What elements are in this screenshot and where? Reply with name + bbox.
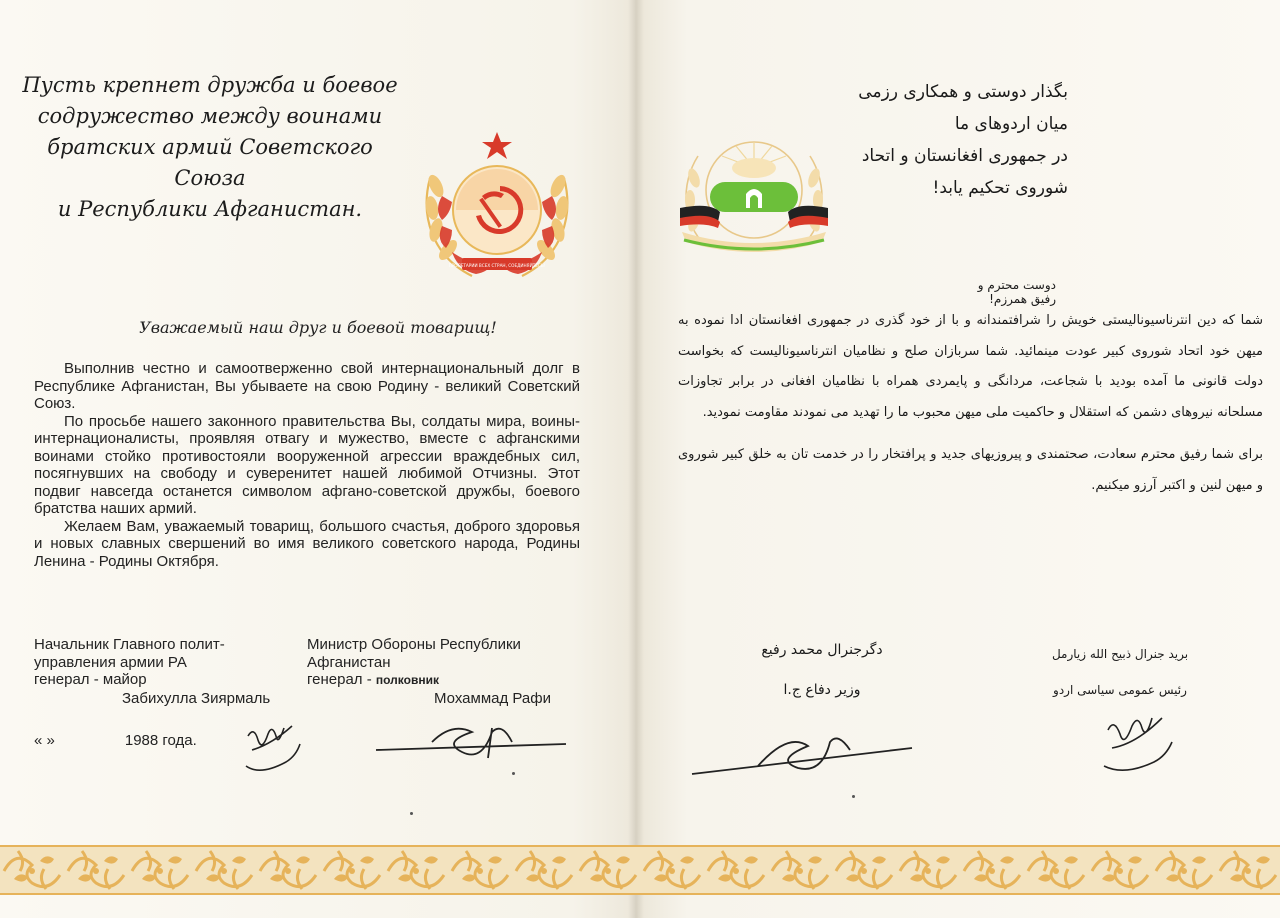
title-line: генерал - майор xyxy=(34,671,147,688)
title-line: Начальник Главного полит- xyxy=(34,636,225,653)
date-line xyxy=(34,732,197,749)
afghanistan-emblem-icon xyxy=(676,128,832,268)
center-fold xyxy=(628,0,644,918)
rank-bold: полковник xyxy=(375,673,439,687)
dari-salutation: دوست محترم و رفیق همرزم! xyxy=(977,278,1056,306)
russian-motto-line: и Республики Афганистан. xyxy=(57,197,363,221)
paper-speck xyxy=(512,772,515,775)
dari-motto-line: بگذار دوستی و همکاری رزمی میان اردوهای ما xyxy=(858,82,1068,134)
dari-letter-body xyxy=(678,306,1263,501)
title-line: Министр Обороны Республики xyxy=(307,636,521,653)
russian-letter-body xyxy=(34,360,580,570)
dari-signatory-line: برید جنرال ذبیح الله زیارمل xyxy=(1051,647,1189,661)
title-line: Афганистан xyxy=(307,653,391,671)
dari-paragraph: برای شما رفیق محترم سعادت، صحتمندی و پیروزیهای جدید و پرافتخار را در خدمت تان به خلق کبیر شوروی و میهن لنین و اکتبر آرزو میکنیم. xyxy=(678,447,1263,493)
dari-signatory-line: وزیر دفاع ج.ا xyxy=(783,682,861,698)
signatory-1-name: Забихулла Зиярмаль xyxy=(122,690,271,707)
title-line: управления армии РА xyxy=(34,653,187,671)
rank-prefix: генерал - xyxy=(307,671,376,688)
emblem-motto-text: ПРОЛЕТАРИИ ВСЕХ СТРАН, СОЕДИНЯЙТЕСЬ! xyxy=(448,263,546,268)
paper-speck xyxy=(852,795,855,798)
dari-signatory-line: دگرجنرال محمد رفیع xyxy=(761,642,883,658)
date-quotes: « » xyxy=(34,732,55,749)
russian-paragraph: Выполнив честно и самоотверженно свой интернациональный долг в Республике Афганистан, Вы убываете на свою Родину - великий Советский Союз. xyxy=(34,360,580,412)
ornamental-border xyxy=(0,845,1280,895)
signature-2-left xyxy=(372,712,572,782)
signatory-1-title xyxy=(34,636,304,689)
signatory-2-name: Мохаммад Рафи xyxy=(434,690,551,707)
ussr-emblem-icon xyxy=(412,126,582,296)
signature-1-right xyxy=(688,716,918,786)
russian-motto xyxy=(10,70,410,225)
rank-line xyxy=(307,671,597,690)
dari-signatory-line: رئیس عمومی سیاسی اردو xyxy=(1053,683,1187,697)
paper-speck xyxy=(410,812,413,815)
russian-motto-line: братских армий Советского Союза xyxy=(47,135,373,190)
russian-motto-line: содружество между воинами xyxy=(37,104,383,128)
russian-paragraph: По просьбе нашего законного правительства Вы, солдаты мира, воины-интернационалисты, проявляя отвагу и мужество, вместе с афганскими воинами стойко противостояли вооруженной агрессии враждебных сил, посягнувших на свободу и суверенитет нашей любимой Отчизны. Этот подвиг навсегда останется символом афгано-советской дружбы, боевого братства наших армий. xyxy=(34,412,580,517)
dari-signatory-1 xyxy=(742,630,902,710)
russian-paragraph: Желаем Вам, уважаемый товарищ, большого счастья, доброго здоровья и новых славных свершений во имя великого советского народа, Родины Ленина - Родины Октября. xyxy=(34,517,580,570)
dari-signatory-2 xyxy=(1050,636,1190,708)
dari-motto-line: در جمهوری افغانستان و اتحاد شوروی تحکیم یابد! xyxy=(861,146,1068,198)
signature-2-right xyxy=(1098,700,1188,780)
signatory-2-title xyxy=(307,636,597,690)
dari-motto xyxy=(836,76,1068,204)
russian-motto-line: Пусть крепнет дружба и боевое xyxy=(22,73,398,97)
russian-salutation: Уважаемый наш друг и боевой товарищ! xyxy=(139,318,497,337)
date-year: 1988 года. xyxy=(124,732,197,749)
dari-paragraph: شما که دین انترناسیونالیستی خویش را شرافتمندانه و با از خود گذری در جمهوری افغانستان ادا نموده به میهن خود اتحاد شوروی کبیر عودت مینمائید. شما سربازان صلح و نظامیان انترناسیونالیست که بخواست دولت قانونی ما آمده بودید با شجاعت، مردانگی و پایمردی همراه با نظامیان افغانی در برابر تجاوزات مسلحانه نیروهای دشمن که استقلال و حاکمیت ملی میهن محبوب ما را تهدید می نمودند مقاومت نمودید. xyxy=(678,313,1263,420)
signature-1-left xyxy=(238,706,308,786)
